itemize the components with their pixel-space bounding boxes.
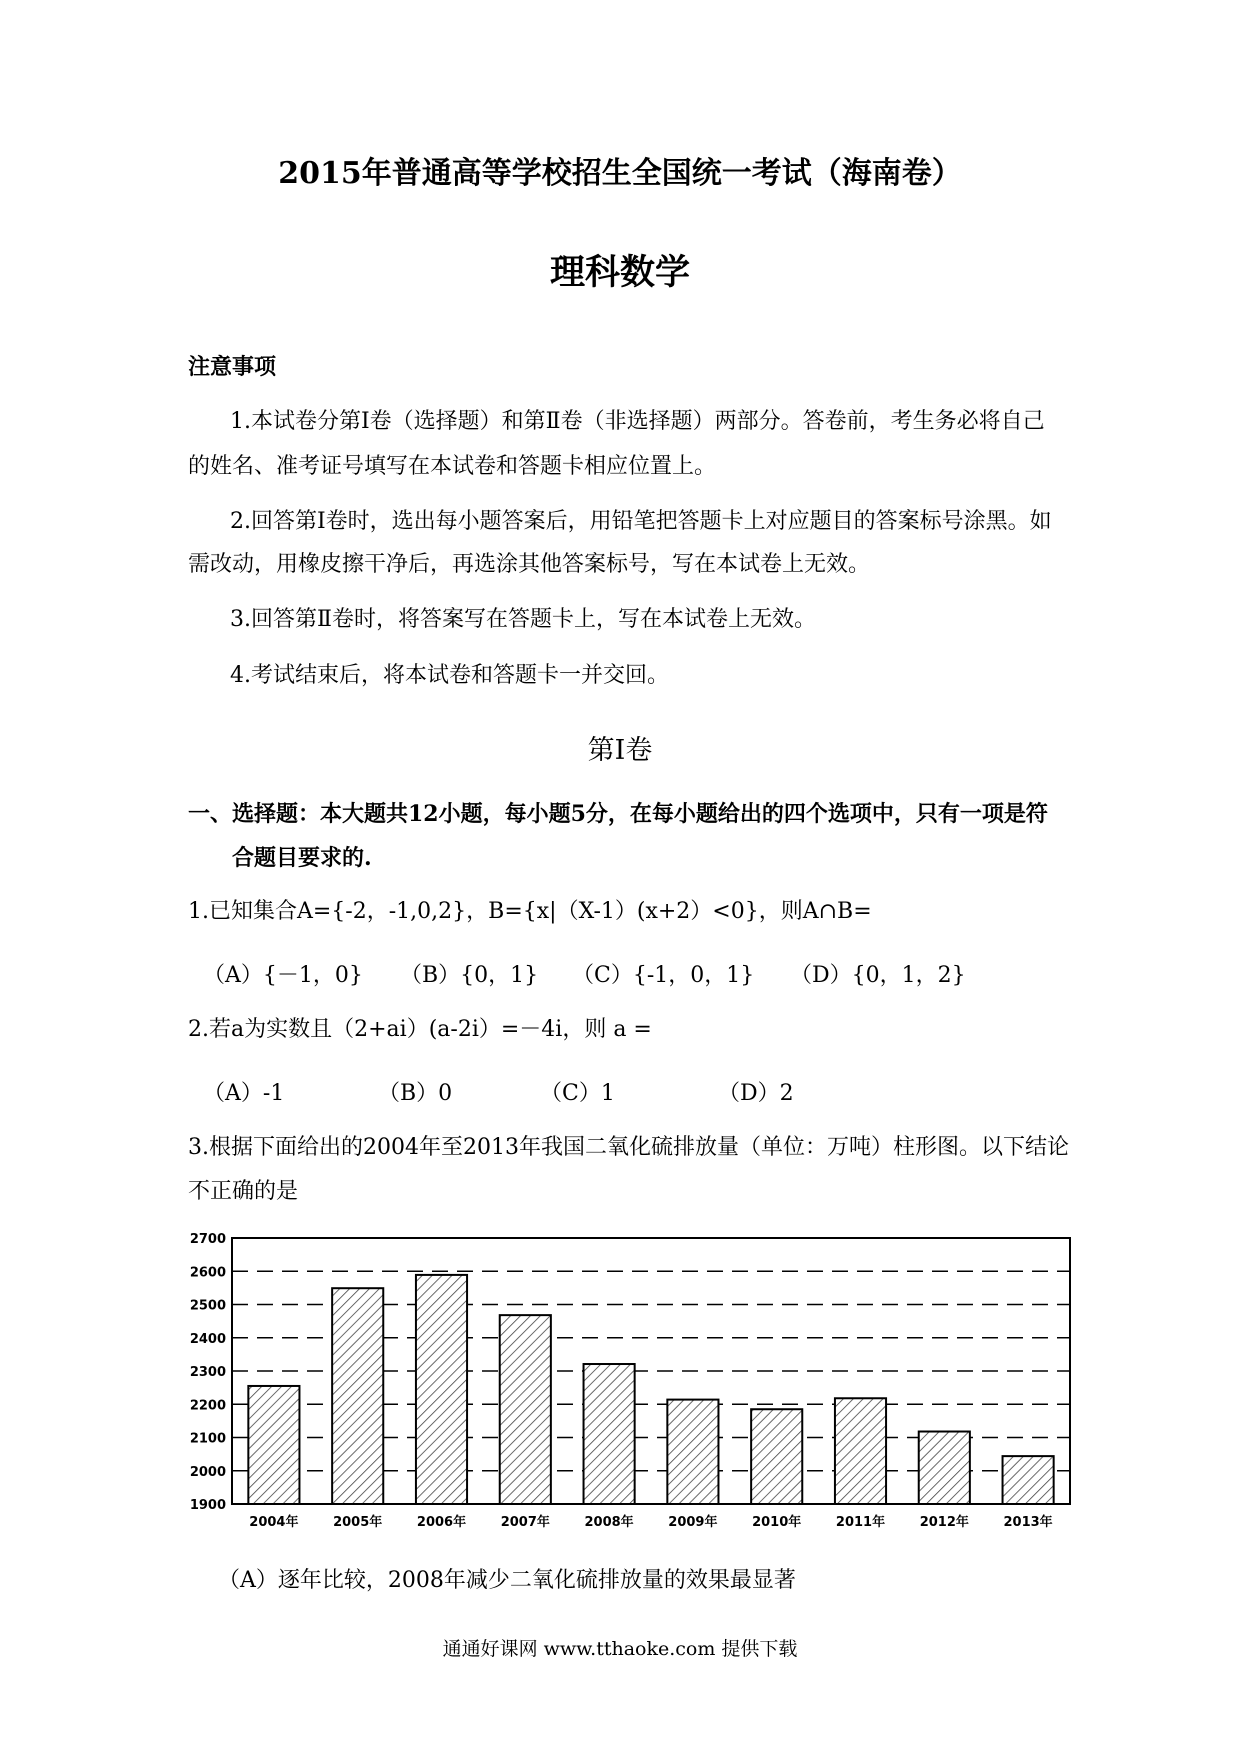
bar <box>751 1409 802 1504</box>
notice-item-2-line2: 需改动，用橡皮擦干净后，再选涂其他答案标号，写在本试卷上无效。 <box>188 552 871 577</box>
subject-title: 理科数学 <box>549 252 690 293</box>
x-tick-label: 2006年 <box>416 1515 467 1530</box>
bar <box>835 1398 886 1504</box>
bar <box>584 1364 635 1504</box>
q1-option-a: （A）{－1，0} <box>203 963 363 988</box>
y-tick-label: 1900 <box>189 1498 226 1513</box>
question-2-options <box>0 1076 1240 1106</box>
y-tick-label: 2100 <box>189 1431 226 1447</box>
q1-option-b: （B）{0，1} <box>400 963 539 988</box>
x-tick-label: 2004年 <box>249 1515 299 1530</box>
y-tick-label: 2600 <box>189 1265 226 1281</box>
q2-option-d: （D）2 <box>718 1081 794 1106</box>
x-tick-label: 2011年 <box>835 1515 886 1530</box>
x-tick-label: 2008年 <box>584 1515 634 1530</box>
q2-option-b: （B）0 <box>378 1081 453 1106</box>
bar <box>1003 1456 1054 1504</box>
section-instruction-line1: 一、选择题：本大题共12小题，每小题5分，在每小题给出的四个选项中，只有一项是符 <box>188 801 1048 827</box>
x-tick-label: 2009年 <box>668 1515 718 1530</box>
y-tick-label: 2000 <box>189 1464 226 1480</box>
bar <box>667 1400 718 1504</box>
notice-item-2-line1: 2.回答第Ⅰ卷时，选出每小题答案后，用铅笔把答题卡上对应题目的答案标号涂黑。如 <box>230 509 1052 534</box>
question-2-stem: 2.若a为实数且（2+ai）(a-2i）=－4i，则 a = <box>188 1017 652 1042</box>
chart-bars <box>248 1275 1053 1504</box>
bar <box>919 1432 970 1504</box>
bar <box>248 1386 299 1504</box>
y-tick-label: 2700 <box>189 1232 226 1247</box>
y-tick-label: 2300 <box>189 1365 226 1380</box>
footer-credit: 通通好课网 www.tthaoke.com 提供下载 <box>442 1638 798 1660</box>
question-1-options <box>0 958 1240 988</box>
notice-heading: 注意事项 <box>188 354 277 380</box>
y-tick-label: 2400 <box>189 1331 226 1347</box>
y-tick-label: 2500 <box>189 1298 226 1314</box>
x-tick-label: 2007年 <box>500 1515 550 1530</box>
notice-item-3: 3.回答第Ⅱ卷时，将答案写在答题卡上，写在本试卷上无效。 <box>230 607 816 632</box>
notice-item-1-line2: 的姓名、准考证号填写在本试卷和答题卡相应位置上。 <box>188 454 717 479</box>
so2-emissions-bar-chart <box>180 1230 1080 1550</box>
x-tick-label: 2010年 <box>752 1515 802 1530</box>
question-1-stem: 1.已知集合A={-2，-1,0,2}，B={x|（X-1）(x+2）<0}，则A∩B= <box>188 899 872 924</box>
exam-title: 2015年普通高等学校招生全国统一考试（海南卷） <box>278 156 962 191</box>
bar <box>500 1315 551 1504</box>
notice-item-1-line1: 1.本试卷分第Ⅰ卷（选择题）和第Ⅱ卷（非选择题）两部分。答卷前，考生务必将自己 <box>230 409 1045 434</box>
bar <box>416 1275 467 1504</box>
section-instruction-line2: 合题目要求的. <box>232 845 372 871</box>
q1-option-d: （D）{0，1，2} <box>790 963 966 988</box>
q2-option-a: （A）-1 <box>203 1081 285 1106</box>
chart-y-tick-labels <box>190 1232 226 1513</box>
part1-heading: 第Ⅰ卷 <box>587 735 653 766</box>
question-3-stem-line2: 不正确的是 <box>188 1179 299 1204</box>
question-3-option-a: （A）逐年比较，2008年减少二氧化硫排放量的效果最显著 <box>218 1568 796 1593</box>
x-tick-label: 2005年 <box>333 1515 383 1530</box>
q2-option-c: （C）1 <box>540 1081 615 1106</box>
x-tick-label: 2013年 <box>1003 1515 1053 1530</box>
chart-x-tick-labels <box>249 1514 1052 1530</box>
y-tick-label: 2200 <box>189 1398 226 1414</box>
x-tick-label: 2012年 <box>919 1515 969 1530</box>
q1-option-c: （C）{-1，0，1} <box>572 963 755 988</box>
bar <box>332 1288 383 1504</box>
notice-item-4: 4.考试结束后，将本试卷和答题卡一并交回。 <box>230 663 669 688</box>
question-3-stem-line1: 3.根据下面给出的2004年至2013年我国二氧化硫排放量（单位：万吨）柱形图。以下结论 <box>188 1135 1069 1160</box>
